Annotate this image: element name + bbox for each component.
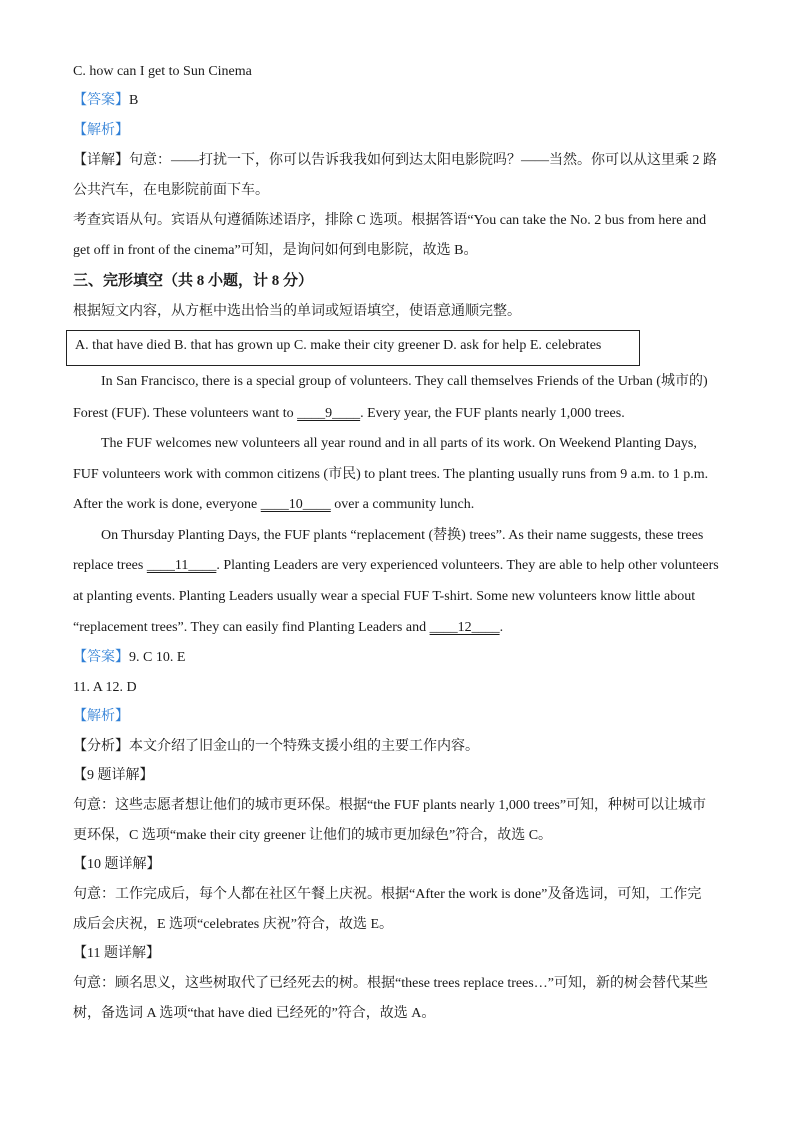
q11-heading: 【11 题详解】: [73, 946, 160, 961]
blank-12: ____12____: [429, 620, 500, 635]
q9-detail-line-2: 更环保，C 选项“make their city greener 让他们的城市更加绿色”符合，故选 C。: [73, 828, 553, 843]
passage-p3-line-3: at planting events. Planting Leaders usually wear a special FUF T-shirt. Some new volunteers know little about: [73, 589, 696, 604]
blank-9: ____9____: [297, 406, 361, 421]
q11-detail-line-1: 句意：顾名思义，这些树取代了已经死去的树。根据“these trees replace trees…”可知，新的树会替代某些: [73, 976, 708, 991]
q8-detail-line-2: 公共汽车，在电影院前面下车。: [73, 183, 269, 198]
q8-detail-line-3: 考查宾语从句。宾语从句遵循陈述语序，排除 C 选项。根据答语“You can take the No. 2 bus from here and: [73, 213, 707, 228]
blank-11: ____11____: [146, 558, 217, 573]
q8-detail-line-1: 【详解】句意：——打扰一下，你可以告诉我我如何到达太阳电影院吗？——当然。你可以从这里乘 2 路: [73, 153, 717, 168]
q8-detail-line-4: get off in front of the cinema”可知，是询问如何到电影院，故选 B。: [73, 243, 478, 258]
passage-text: replace trees: [73, 558, 147, 573]
passage-p1-line-2: [73, 404, 625, 424]
passage-p2-line-3: [73, 495, 474, 515]
passage-text: Forest (FUF). These volunteers want to: [73, 406, 298, 421]
passage-p2-line-1: The FUF welcomes new volunteers all year round and in all parts of its work. On Weekend Planting Days,: [101, 436, 697, 451]
answers-line-2: 11. A 12. D: [73, 680, 137, 695]
q9-detail-line-1: 句意：这些志愿者想让他们的城市更环保。根据“the FUF plants nearly 1,000 trees”可知，种树可以让城市: [73, 798, 707, 813]
answer-tag: 【答案】: [73, 650, 129, 665]
passage-p3-line-4: [73, 618, 503, 638]
passage-text: . Every year, the FUF plants nearly 1,000 trees.: [360, 406, 625, 421]
q10-detail-line-1: 句意：工作完成后，每个人都在社区午餐上庆祝。根据“After the work is done”及备选词，可知，工作完: [73, 887, 702, 902]
q11-detail-line-2: 树，备选词 A 选项“that have died 已经死的”符合，故选 A。: [73, 1006, 436, 1021]
passage-p3-line-1: On Thursday Planting Days, the FUF plants “replacement (替换) trees”. As their name suggests, these trees: [101, 528, 704, 543]
passage-text: over a community lunch.: [330, 497, 475, 512]
blank-10: ____10____: [260, 497, 331, 512]
q10-heading: 【10 题详解】: [73, 857, 161, 872]
q9-heading: 【9 题详解】: [73, 768, 154, 783]
section-title: 三、完形填空（共 8 小题，计 8 分）: [73, 273, 314, 289]
passage-text: .: [499, 620, 504, 635]
answers-values: 9. C 10. E: [129, 650, 186, 665]
answer-value: B: [129, 93, 139, 108]
instruction: 根据短文内容，从方框中选出恰当的单词或短语填空，使语意通顺完整。: [73, 304, 521, 319]
passage-p2-line-2: FUF volunteers work with common citizens (市民) to plant trees. The planting usually runs from 9 a.m. to 1 p.m.: [73, 467, 709, 482]
answers-line-1: [73, 648, 185, 668]
passage-text: “replacement trees”. They can easily find Planting Leaders and: [73, 620, 430, 635]
option-box-text: A. that have died B. that has grown up C. make their city greener D. ask for help E. celebrates: [75, 338, 602, 353]
q8-analysis-tag: 【解析】: [73, 123, 129, 138]
passage-text: After the work is done, everyone: [73, 497, 261, 512]
analysis-tag: 【解析】: [73, 709, 129, 724]
q8-answer: [73, 91, 138, 111]
answer-tag: 【答案】: [73, 93, 129, 108]
option-box: [66, 330, 640, 366]
passage-text: . Planting Leaders are very experienced volunteers. They are able to help other volunteers: [216, 558, 719, 573]
passage-p3-line-2: [73, 556, 719, 576]
q8-option-c: C. how can I get to Sun Cinema: [73, 64, 252, 79]
passage-p1-line-1: In San Francisco, there is a special group of volunteers. They call themselves Friends of the Urban (城市的): [101, 374, 708, 389]
summary: 【分析】本文介绍了旧金山的一个特殊支援小组的主要工作内容。: [73, 739, 479, 754]
q10-detail-line-2: 成后会庆祝，E 选项“celebrates 庆祝”符合，故选 E。: [73, 917, 393, 932]
